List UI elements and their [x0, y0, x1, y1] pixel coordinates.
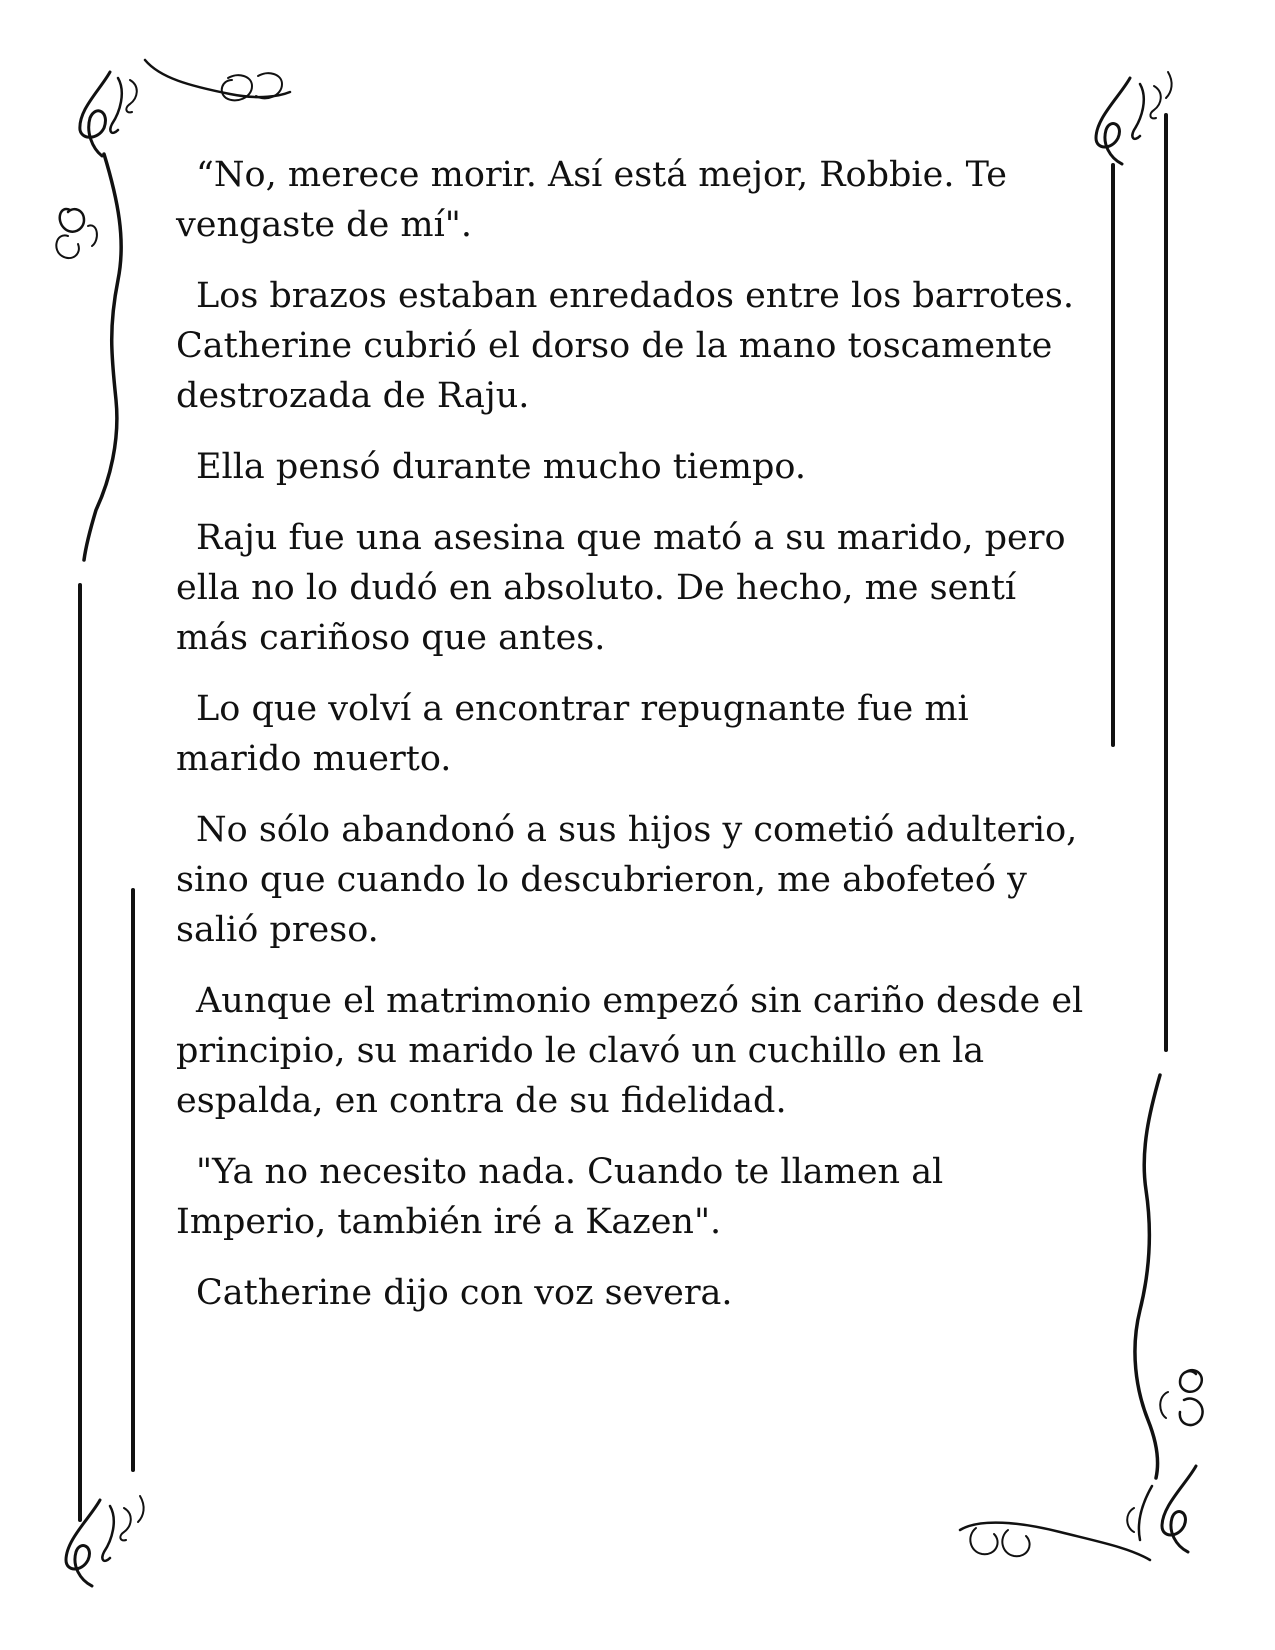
paragraph-7: Aunque el matrimonio empezó sin cariño desde el principio, su marido le clavó un cuchillo en la espalda, en contra de su fidelidad. [176, 981, 1084, 1121]
paragraph-8: "Ya no necesito nada. Cuando te llamen al Imperio, también iré a Kazen". [176, 1152, 944, 1242]
paragraph-1: “No, merece morir. Así está mejor, Robbie. Te vengaste de mí". [176, 155, 1007, 245]
paragraph-5: Lo que volví a encontrar repugnante fue mi marido muerto. [176, 689, 969, 779]
top-right-flourish [1096, 72, 1172, 164]
page-text [176, 150, 1096, 1339]
paragraph-6: No sólo abandonó a sus hijos y cometió adulterio, sino que cuando lo descubrieron, me abofeteó y salió preso. [176, 810, 1078, 950]
bottom-left-flourish [66, 1496, 144, 1586]
paragraph-2: Los brazos estaban enredados entre los barrotes. Catherine cubrió el dorso de la mano toscamente destrozada de Raju. [176, 276, 1074, 416]
paragraph-9: Catherine dijo con voz severa. [196, 1273, 733, 1313]
paragraph-3: Ella pensó durante mucho tiempo. [196, 447, 806, 487]
paragraph-4: Raju fue una asesina que mató a su marido, pero ella no lo dudó en absoluto. De hecho, me sentí más cariñoso que antes. [176, 518, 1066, 658]
